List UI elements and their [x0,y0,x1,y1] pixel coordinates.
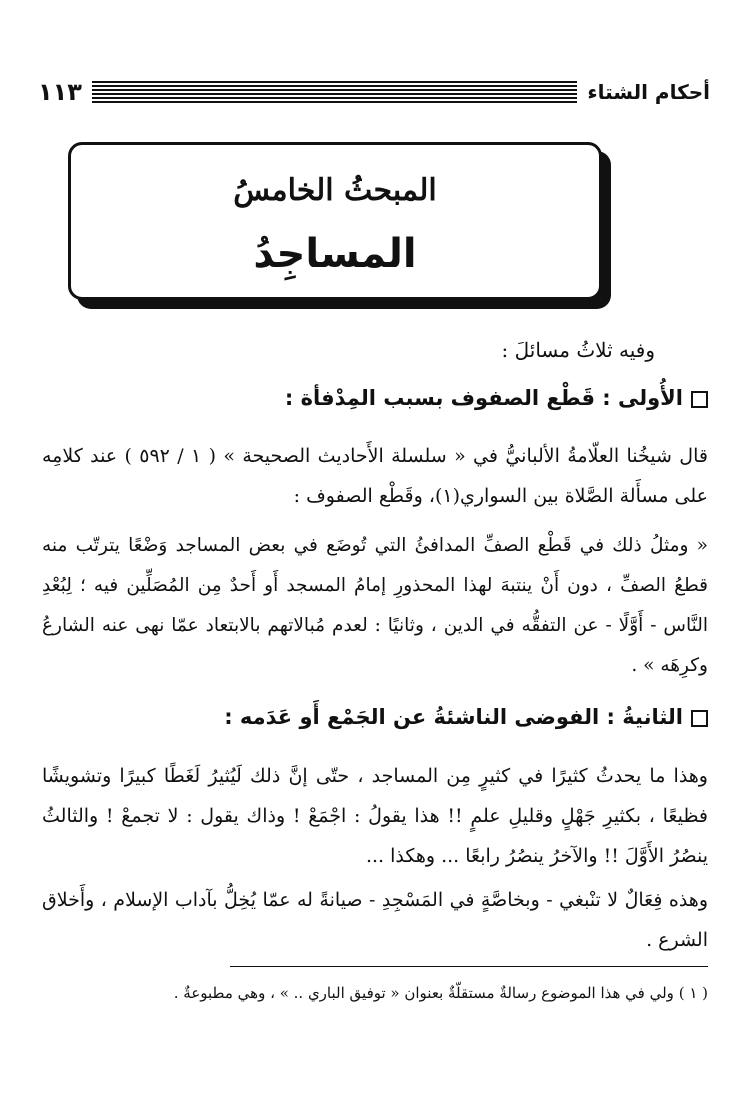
running-title: أحكام الشتاء [587,80,710,104]
chapter-title-box [68,142,602,300]
intro-line: وفيه ثلاثُ مسائلَ : [501,338,655,362]
chapter-title: المساجِدُ [253,231,417,277]
square-bullet-icon [691,710,708,727]
paragraph: وهذه فِعَالٌ لا تنْبغي - وبخاصَّةٍ في المَسْجِدِ - صيانةً له عمّا يُخِلُّ بآداب الإسلام ، وأَخلاق الشرع . [42,889,708,951]
section-heading-2-text: الثانيةُ : الفوضى الناشئةُ عن الجَمْع أَو عَدَمه : [224,705,683,729]
running-header [38,72,710,112]
paragraph: وهذا ما يحدثُ كثيرًا في كثيرٍ مِن المساجد ، حتّى إنَّ ذلك لَيُثيرُ لَغَطًا كبيرًا وتشويشًا فظيعًا ، بكثيرِ جَهْلٍ وقليلِ علمٍ !! هذا يقولُ : اجْمَعْ ! وذاك يقول : لا تجمعْ ! والثالثُ ينصُرُ الأَوَّلَ !! والآخرُ ينصُرُ رابعًا ... وهكذا ... [42,765,708,867]
footnote: ( ١ ) ولي في هذا الموضوع رسالةٌ مستقلّةٌ بعنوان « توفيق الباري .. » ، وهي مطبوعةٌ . [173,984,708,1002]
section-heading-1 [42,386,708,410]
square-bullet-icon [691,391,708,408]
quoted-paragraph: « ومثلُ ذلك في قَطْع الصفِّ المدافئُ التي تُوضَع في بعض المساجد وَضْعًا يترتّب منه قطعُ الصفِّ ، دون أَنْ ينتبهَ لهذا المحذورِ إمامُ المسجد أَو أَحدٌ مِن المُصَلِّين فيه ؛ لِبُعْدِ النَّاس - أَوَّلًا - عن التفقُّه في الدين ، وثانيًا : لعدم مُبالاتهم بالابتعاد عمّا نهى عنه الشارعُ وكرِهَه » . [42,535,708,676]
page-number: ١١٣ [38,78,82,106]
footnote-separator [230,966,708,967]
paragraph: قال شيخُنا العلّامةُ الألبانيُّ في « سلسلة الأَحاديث الصحيحة » ( ١ / ٥٩٢ ) عند كلامِه على مسأَلة الصَّلاة بين السواري(١)، وقَطْع الصفوف : [42,445,708,507]
section-heading-2 [42,705,708,729]
section-heading-1-text: الأُولى : قَطْع الصفوف بسبب المِدْفأة : [284,386,683,410]
header-rule [92,81,577,103]
chapter-subtitle: المبحثُ الخامسُ [233,173,437,208]
